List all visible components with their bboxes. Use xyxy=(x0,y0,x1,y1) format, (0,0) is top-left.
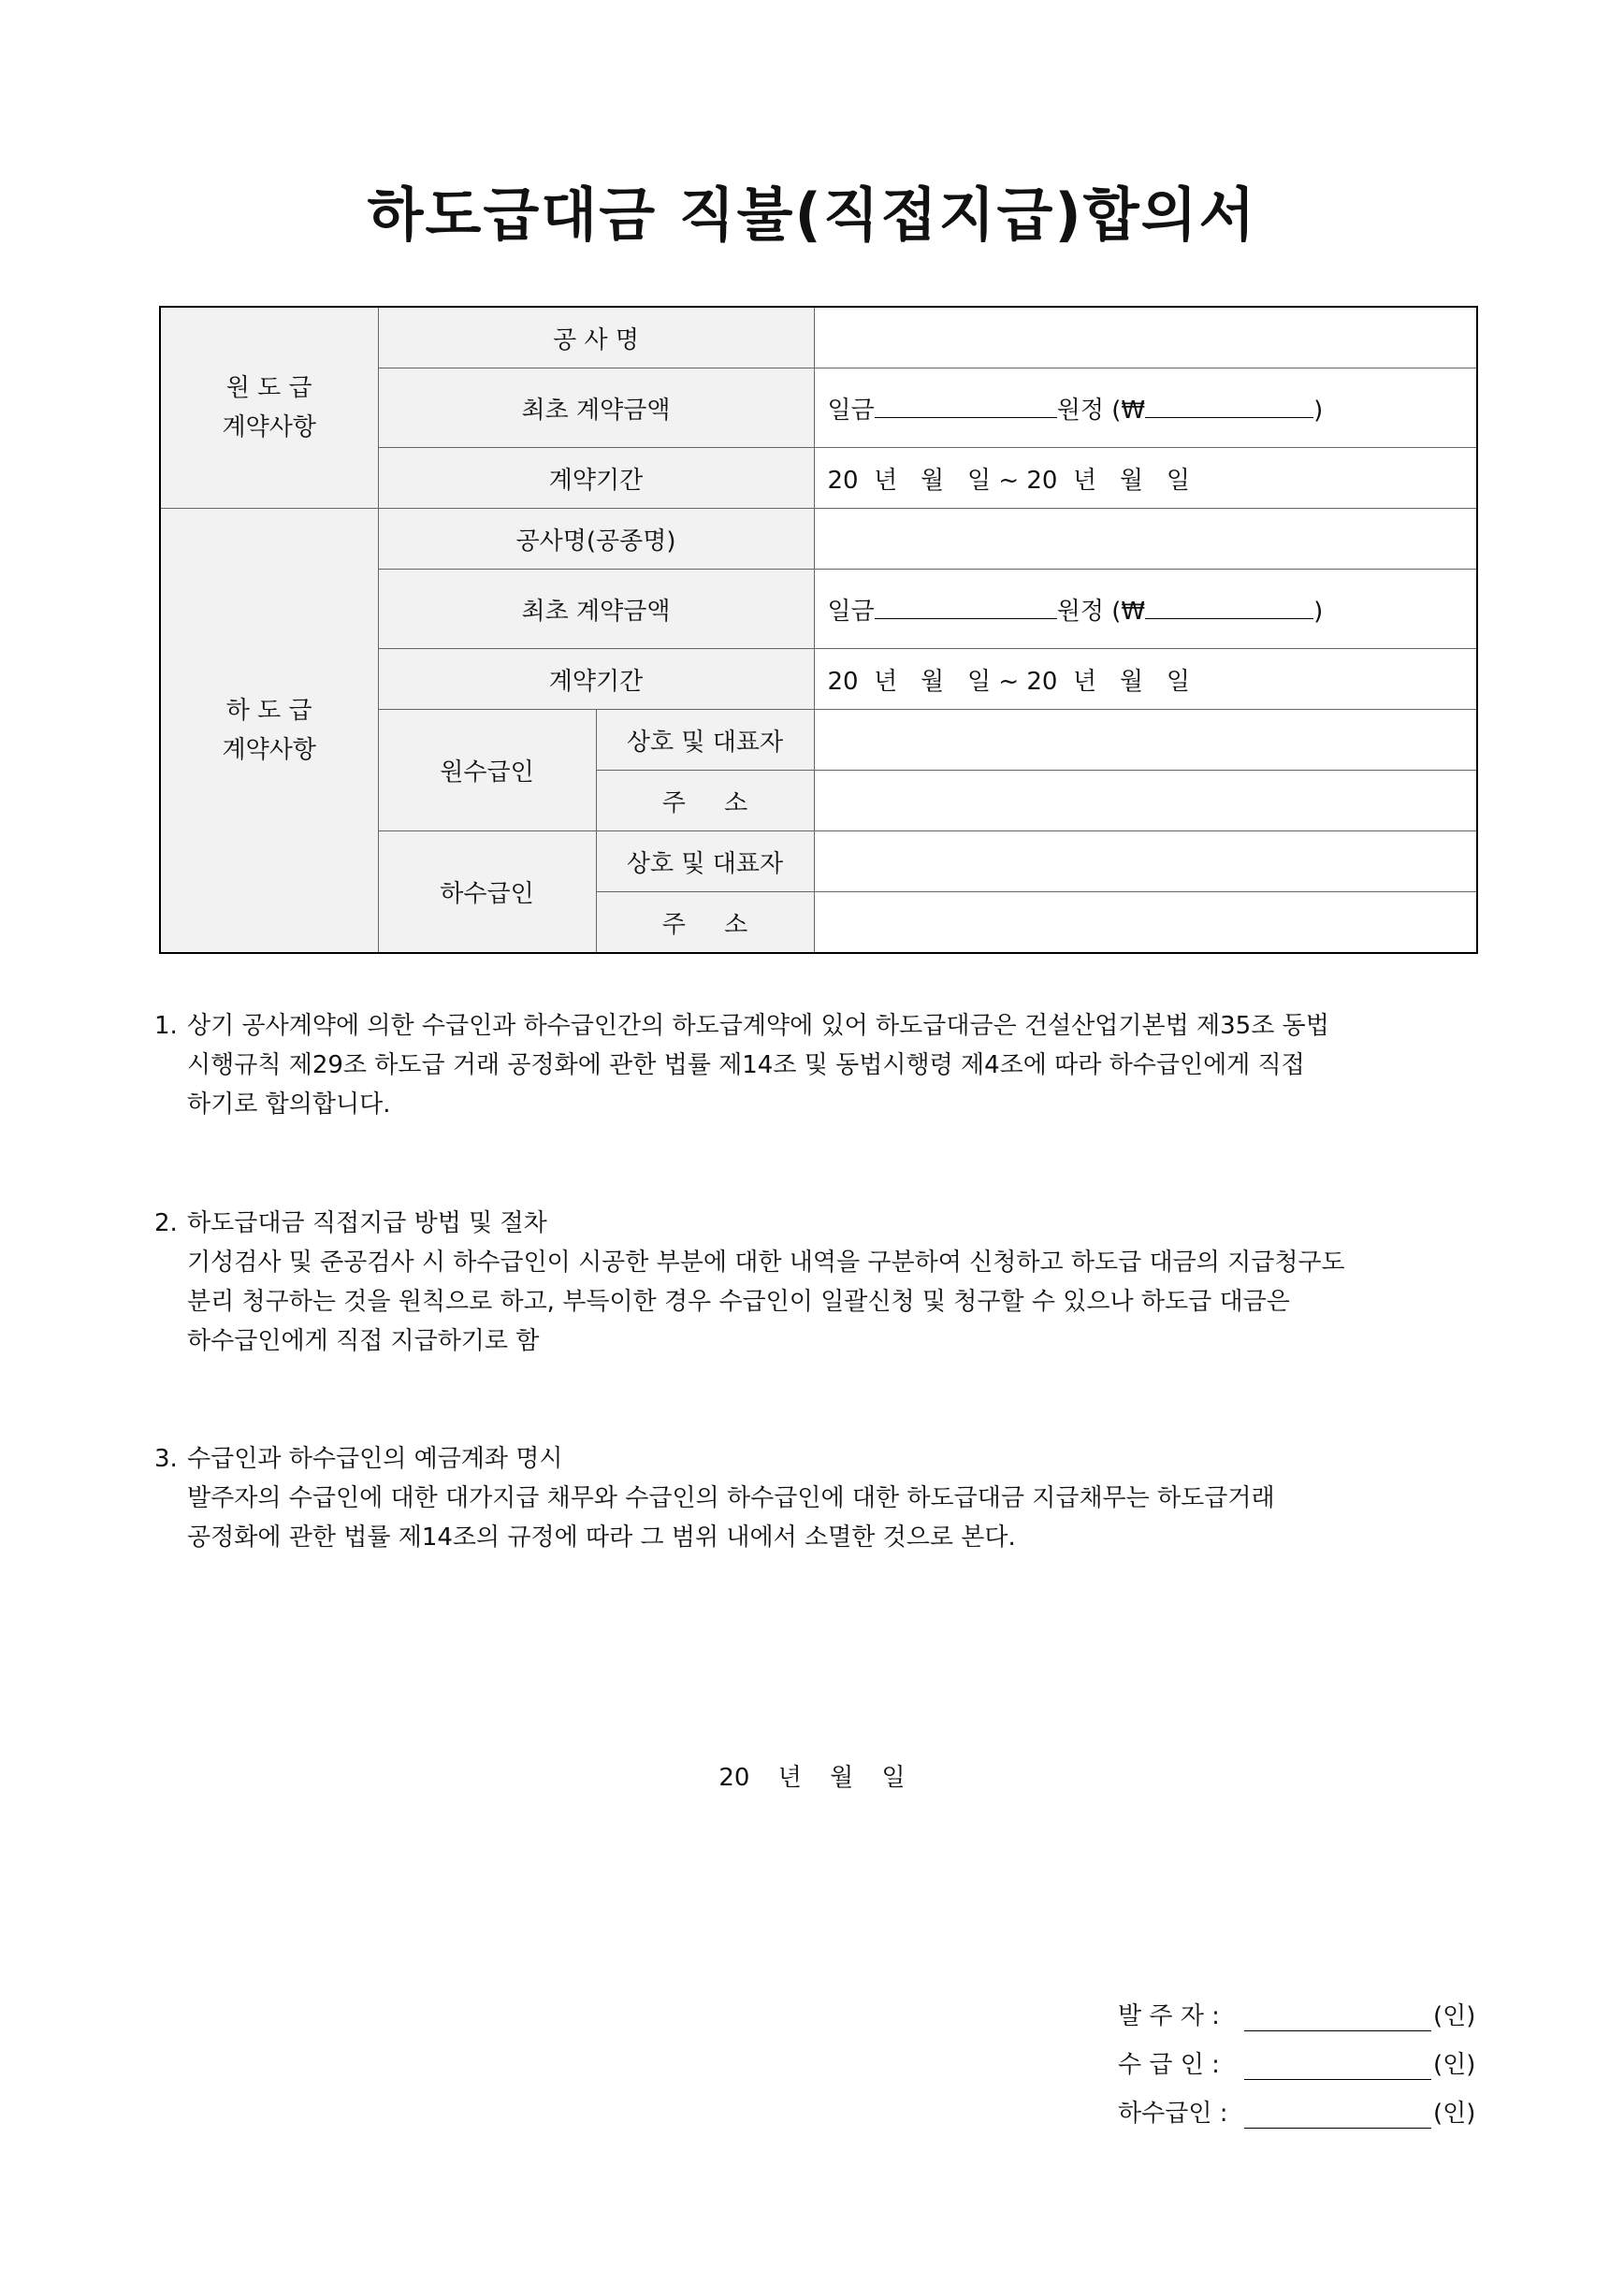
sub-recipient-address-field[interactable] xyxy=(814,892,1477,954)
original-amount-won-blank[interactable] xyxy=(1145,391,1313,418)
clause-2 xyxy=(154,1204,1483,1361)
seal-mark: (인) xyxy=(1433,2100,1476,2128)
original-amount-label: 최초 계약금액 xyxy=(378,368,814,448)
signature-label: 하수급인 : xyxy=(1118,2100,1228,2128)
clause-text: 하도급대금 직접지급 방법 및 절차 기성검사 및 준공검사 시 하수급인이 시공한 부분에 대한 내역을 구분하여 신청하고 하도급 대금의 지급청구도 분리 청구하는 것을 원칙으로 하고, 부득이한 경우 수급인이 일괄신청 및 청구할 수 있으나 하도급 대금은 하수급인에게 직접 지급하기로 함 xyxy=(187,1209,1345,1355)
signature-subcontractor xyxy=(1118,2080,1483,2129)
sub-period-label: 계약기간 xyxy=(378,649,814,710)
prime-recipient-name-rep-field[interactable] xyxy=(814,710,1477,771)
original-contract-group-label: 원 도 급 계약사항 xyxy=(160,307,378,509)
signature-line[interactable] xyxy=(1244,2053,1431,2080)
sub-recipient-address-label: 주 소 xyxy=(596,892,814,954)
sub-period-field[interactable]: 20 년 월 일 ~ 20 년 월 일 xyxy=(814,649,1477,710)
subcontract-group-label: 하 도 급 계약사항 xyxy=(160,509,378,954)
original-project-name-field[interactable] xyxy=(814,307,1477,368)
contract-info-table xyxy=(159,306,1478,954)
sub-project-name-label: 공사명(공종명) xyxy=(378,509,814,570)
prime-recipient-label: 원수급인 xyxy=(378,710,596,831)
signature-label: 발 주 자 : xyxy=(1118,2002,1220,2030)
signature-line[interactable] xyxy=(1244,2101,1431,2129)
prime-recipient-address-field[interactable] xyxy=(814,771,1477,831)
sub-amount-won-blank[interactable] xyxy=(1145,592,1313,619)
original-period-label: 계약기간 xyxy=(378,448,814,509)
clause-number: 3. xyxy=(154,1445,178,1473)
original-amount-korean-blank[interactable] xyxy=(875,391,1057,418)
signature-client xyxy=(1118,1983,1483,2031)
signature-line[interactable] xyxy=(1244,2004,1431,2031)
original-project-name-label: 공 사 명 xyxy=(378,307,814,368)
clause-text: 상기 공사계약에 의한 수급인과 하수급인간의 하도급계약에 있어 하도급대금은 건설산업기본법 제35조 동법 시행규칙 제29조 하도급 거래 공정화에 관한 법률 제14조 및 동법시행령 제4조에 따라 하수급인에게 직접 하기로 합의합니다. xyxy=(187,1012,1329,1119)
clause-text: 수급인과 하수급인의 예금계좌 명시 발주자의 수급인에 대한 대가지급 채무와 수급인의 하수급인에 대한 하도급대금 지급채무는 하도급거래 공정화에 관한 법률 제14조의 규정에 따라 그 범위 내에서 소멸한 것으로 본다. xyxy=(187,1445,1275,1552)
sub-project-name-field[interactable] xyxy=(814,509,1477,570)
original-amount-field[interactable]: 일금 원정 (₩ ) xyxy=(814,368,1477,448)
seal-mark: (인) xyxy=(1433,2051,1476,2079)
sub-recipient-name-rep-label: 상호 및 대표자 xyxy=(596,831,814,892)
sub-amount-field[interactable]: 일금 원정 (₩ ) xyxy=(814,570,1477,649)
signature-contractor xyxy=(1118,2031,1483,2080)
original-project-name-row xyxy=(160,307,1477,368)
clause-1 xyxy=(154,1006,1483,1124)
clause-number: 1. xyxy=(154,1012,178,1040)
seal-mark: (인) xyxy=(1433,2002,1476,2030)
clause-3 xyxy=(154,1439,1483,1557)
sub-amount-label: 최초 계약금액 xyxy=(378,570,814,649)
sub-recipient-label: 하수급인 xyxy=(378,831,596,954)
sub-amount-korean-blank[interactable] xyxy=(875,592,1057,619)
agreement-date: 20 년 월 일 xyxy=(718,1764,906,1792)
signature-label: 수 급 인 : xyxy=(1118,2051,1220,2079)
prime-recipient-address-label: 주 소 xyxy=(596,771,814,831)
sub-recipient-name-rep-field[interactable] xyxy=(814,831,1477,892)
document-title: 하도급대금 직불(직접지급)합의서 xyxy=(367,181,1257,249)
clause-number: 2. xyxy=(154,1209,178,1237)
prime-recipient-name-rep-label: 상호 및 대표자 xyxy=(596,710,814,771)
sub-project-name-row xyxy=(160,509,1477,570)
original-period-field[interactable]: 20 년 월 일 ~ 20 년 월 일 xyxy=(814,448,1477,509)
